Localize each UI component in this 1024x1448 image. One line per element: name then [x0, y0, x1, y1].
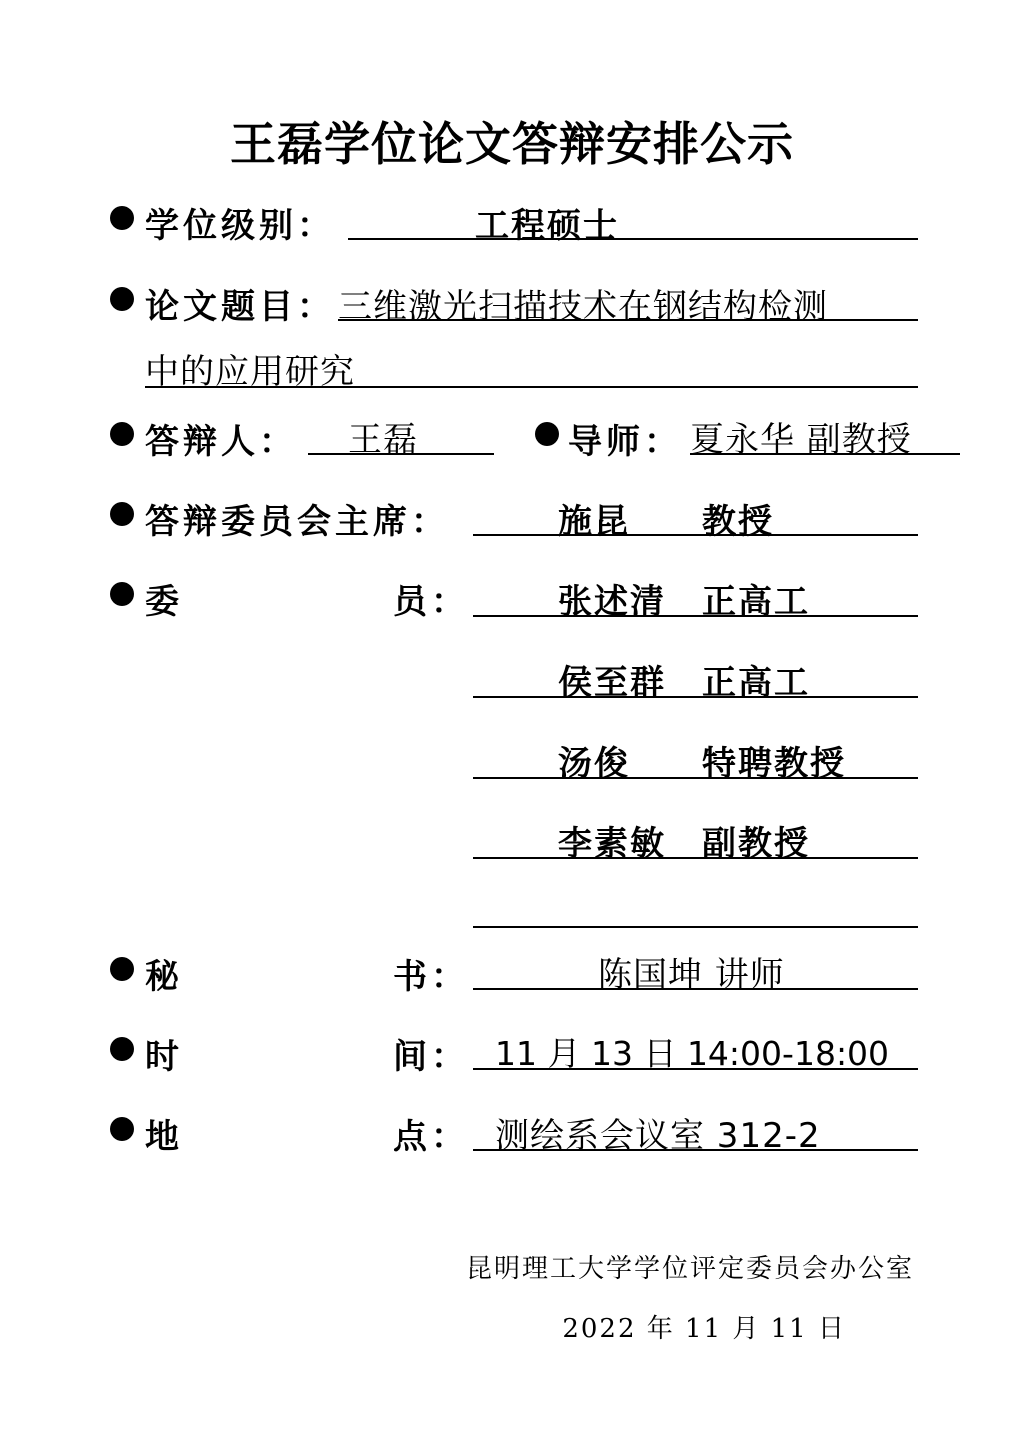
defender-label: 答辩人：: [145, 422, 297, 462]
thesis-title-underline-1: [338, 319, 918, 321]
committee-member-name: 侯至群: [558, 663, 666, 703]
thesis-title-label: 论文题目：: [145, 287, 335, 327]
chair-name: 施昆: [558, 502, 630, 542]
defender-value: 王磊: [348, 420, 418, 460]
chair-rank: 教授: [702, 502, 774, 542]
committee-label-left: 委: [145, 582, 183, 622]
degree-level-label: 学位级别：: [145, 206, 335, 246]
committee-member-name: 汤俊: [558, 744, 630, 784]
committee-member-rank: 正高工: [702, 663, 810, 703]
committee-underline: [473, 857, 918, 859]
committee-member-name: 李素敏: [558, 824, 666, 864]
location-label-left: 地: [145, 1117, 183, 1157]
thesis-title-line1: 三维激光扫描技术在钢结构检测: [338, 287, 828, 327]
page-title: 王磊学位论文答辩安排公示: [230, 117, 794, 171]
degree-level-underline: [348, 238, 918, 240]
issuer: 昆明理工大学学位评定委员会办公室: [465, 1254, 914, 1284]
bullet-icon: [110, 502, 134, 526]
secretary-label-right: 书：: [393, 957, 469, 997]
committee-label-right: 员：: [393, 582, 469, 622]
bullet-icon: [110, 1037, 134, 1061]
committee-member-rank: 副教授: [702, 824, 810, 864]
committee-member-rank: 正高工: [702, 582, 810, 622]
bullet-icon: [110, 206, 134, 230]
location-label-right: 点：: [393, 1117, 469, 1157]
time-value: 11 月 13 日 14:00-18:00: [495, 1034, 890, 1073]
thesis-title-line2: 中的应用研究: [145, 352, 355, 392]
thesis-title-underline-2: [145, 386, 918, 388]
chair-underline: [473, 534, 918, 536]
issue-date: 2022 年 11 月 11 日: [562, 1314, 846, 1344]
committee-member-name: 张述清: [558, 582, 666, 622]
time-label-left: 时: [145, 1037, 183, 1077]
location-value: 测绘系会议室 312-2: [495, 1116, 821, 1156]
committee-member-rank: 特聘教授: [702, 744, 846, 784]
secretary-label-left: 秘: [145, 957, 183, 997]
committee-underline: [473, 615, 918, 617]
chair-label: 答辩委员会主席：: [145, 502, 449, 542]
committee-underline-empty: [473, 926, 918, 928]
location-underline: [473, 1149, 918, 1151]
bullet-icon: [110, 957, 134, 981]
bullet-icon: [535, 422, 559, 446]
advisor-label: 导师：: [568, 422, 682, 462]
bullet-icon: [110, 582, 134, 606]
bullet-icon: [110, 1117, 134, 1141]
secretary-value: 陈国坤 讲师: [598, 955, 785, 995]
bullet-icon: [110, 422, 134, 446]
advisor-value: 夏永华 副教授: [690, 420, 912, 460]
committee-underline: [473, 777, 918, 779]
time-label-right: 间：: [393, 1037, 469, 1077]
time-underline: [473, 1068, 918, 1070]
committee-underline: [473, 696, 918, 698]
degree-level-value: 工程硕士: [475, 206, 619, 246]
secretary-underline: [473, 988, 918, 990]
bullet-icon: [110, 287, 134, 311]
defender-underline: [308, 453, 494, 455]
advisor-underline: [690, 453, 960, 455]
